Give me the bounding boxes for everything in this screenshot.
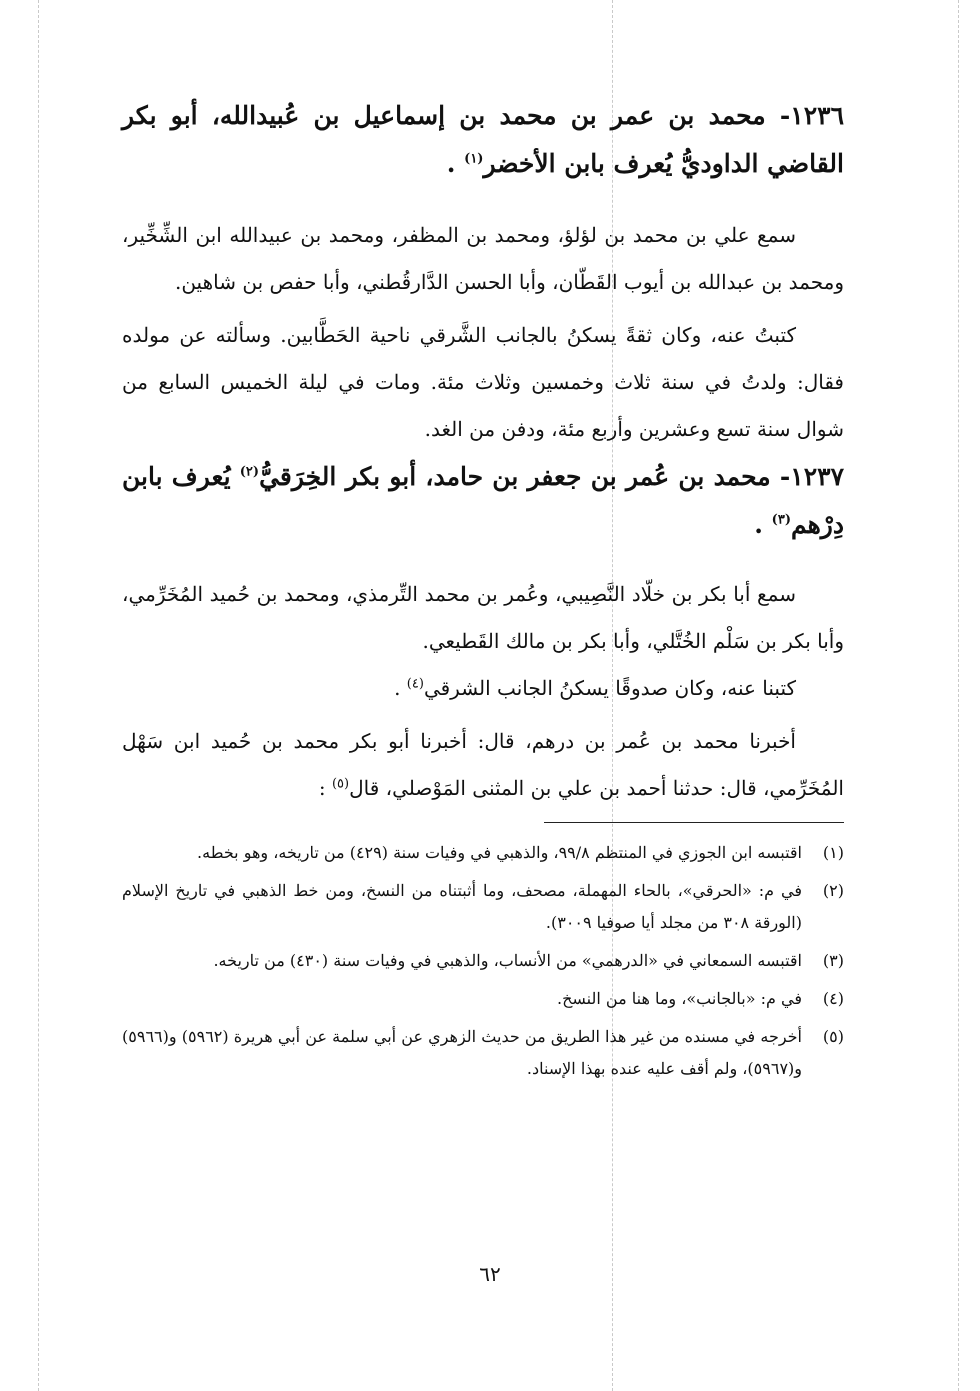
entry-1236-paragraph: سمع علي بن محمد بن لؤلؤ، ومحمد بن المظفر، ومحمد بن عبيدالله ابن الشِّخِّير، ومحمد بن عبدالله بن أيوب القَطّان، وأبا الحسن الدَّارقُطني، وأبا حفص بن شاهين. xyxy=(122,223,844,294)
entry-1237-paragraph: أخبرنا محمد بن عُمر بن درهم، قال: أخبرنا أبو بكر محمد بن حُميد ابن سَهْل المُخَرِّمي، قال: حدثنا أحمد بن علي بن المثنى المَوْصلي، قال$^{(٥)}$ : xyxy=(122,729,844,800)
footnote-number: (٤) xyxy=(822,989,844,1008)
footnotes xyxy=(122,837,844,1085)
footnote-text: في م: «بالجانب»، وما هنا من النسخ. xyxy=(556,989,802,1008)
footnote-ref[interactable]: (٥) xyxy=(331,776,350,792)
footnote-item xyxy=(122,983,844,1015)
scan-line xyxy=(38,0,39,1391)
footnote-ref[interactable]: (٣) xyxy=(771,512,791,528)
footnote-item xyxy=(122,1021,844,1085)
footnote-item xyxy=(122,945,844,977)
footnote-ref[interactable]: (٤) xyxy=(406,676,424,692)
scan-line xyxy=(958,0,959,1391)
footnote-number: (١) xyxy=(822,843,844,862)
footnote-text: أخرجه في مسنده من غير هذا الطريق من حديث الزهري عن أبي سلمة عن أبي هريرة (٥٩٦٢) و(٥٩٦٦) و(٥٩٦٧)، ولم أقف عليه عنده بهذا الإسناد. xyxy=(122,1027,803,1078)
page-number: ٦٢ xyxy=(479,1262,501,1286)
book-page xyxy=(122,92,844,1091)
footnote-divider xyxy=(544,822,844,823)
entry-1237-paragraph: كتبنا عنه، وكان صدوقًا يسكنُ الجانب الشرقي$^{(٤)}$ . xyxy=(394,676,796,700)
footnote-item xyxy=(122,837,844,869)
footnote-number: (٥) xyxy=(822,1027,844,1046)
entry-1237-paragraph: سمع أبا بكر بن خلّاد النَّصِيبي، وعُمر بن محمد التِّرمذي، ومحمد بن حُميد المُخَرِّمي، وأبا بكر بن سَلْم الخُتَّلي، وأبا بكر بن مالك القَطيعي. xyxy=(122,582,844,653)
footnote-item xyxy=(122,875,844,939)
footnote-text: اقتبسه السمعاني في «الدرهمي» من الأنساب، والذهبي في وفيات سنة (٤٣٠) من تاريخه. xyxy=(213,951,802,970)
footnote-text: في م: «الحرقي»، بالحاء المهملة، مصحف، وما أثبتناه من النسخ، ومن خط الذهبي في تاريخ الإسلام (الورقة ٣٠٨ من مجلد أيا صوفيا ٣٠٠٩). xyxy=(122,881,802,932)
footnote-number: (٢) xyxy=(822,881,844,900)
footnote-ref[interactable]: (٢) xyxy=(239,464,260,480)
footnote-text: اقتبسه ابن الجوزي في المنتظم ٩٩/٨، والذهبي في وفيات سنة (٤٢٩) من تاريخه، وهو بخطه. xyxy=(197,843,802,862)
entry-1236-paragraph: كتبتُ عنه، وكان ثقةً يسكنُ بالجانب الشَّرقي ناحية الحَطَّابين. وسألته عن مولده فقال: ولدتُ في سنة ثلاث وخمسين وثلاث مئة. ومات في ليلة الخميس السابع من شوال سنة تسع وعشرين وأربع مئة، ودفن من الغد. xyxy=(122,323,844,441)
entry-1236-heading: ١٢٣٦- محمد بن عمر بن محمد بن إسماعيل بن عُبيدالله، أبو بكر القاضي الداوديُّ يُعرف بابن الأخضر$^{(١)}$ . xyxy=(122,101,844,178)
entry-1237-heading: ١٢٣٧- محمد بن عُمر بن جعفر بن حامد، أبو بكر الخِرَقيُّ$^{(٢)}$ يُعرف بابن دِرْهم$^{(٣)}$ . xyxy=(122,462,844,539)
footnote-ref[interactable]: (١) xyxy=(464,151,484,167)
footnote-number: (٣) xyxy=(822,951,844,970)
